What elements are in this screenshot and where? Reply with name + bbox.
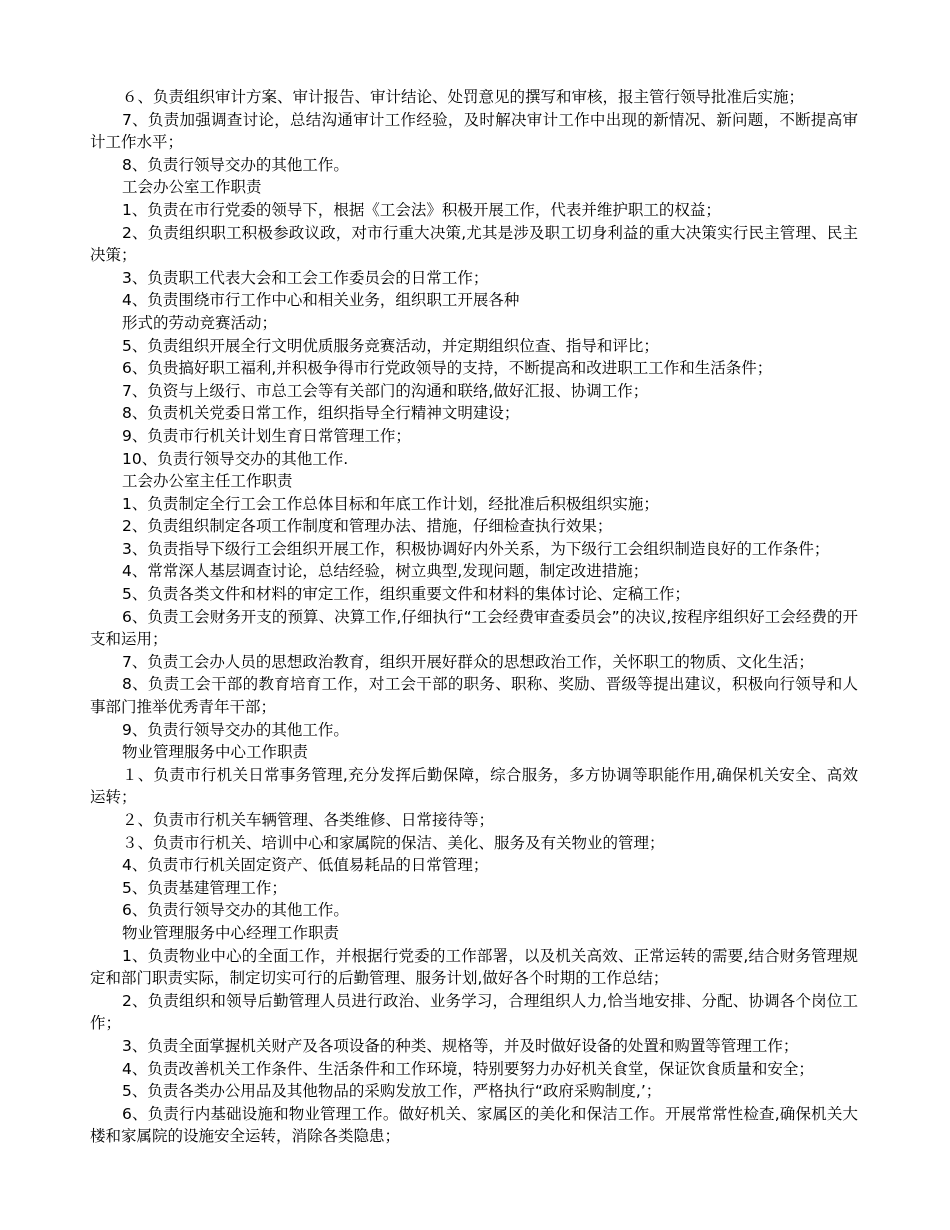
duty-item: ６、负责组织审计方案、审计报告、审计结论、处罚意见的撰写和审核，报主管行领导批准后实施； (122, 88, 805, 106)
duty-item: 4、负责围绕市行工作中心和相关业务，组织职工开展各种 (122, 291, 520, 310)
duty-item: 3、负责指导下级行工会组织开展工作，积极协调好内外关系，为下级行工会组织制造良好的工作条件； (122, 539, 830, 558)
duty-item: 6、负责工会财务开支的预算、决算工作,仔细执行“工会经费审查委员会”的决议,按程序组织好工会经费的开支和运用； (90, 607, 858, 649)
duty-item-continuation: 形式的劳动竞赛活动； (122, 313, 278, 332)
section-heading: 物业管理服务中心工作职责 (122, 743, 309, 762)
duty-item: 5、负责各类办公用品及其他物品的采购发放工作，严格执行“政府采购制度,’； (122, 1082, 662, 1101)
duty-item: 7、负资与上级行、市总工会等有关部门的沟通和联络,做好汇报、协调工作； (122, 381, 649, 400)
duty-item: 9、负责行领导交办的其他工作。 (122, 720, 349, 739)
document-page (0, 86, 950, 1148)
duty-item: 2、负责组织制定各项工作制度和管理办法、措施，仔细检查执行效果； (122, 517, 613, 536)
duty-item: 4、负责改善机关工作条件、生活条件和工作环境，特别要努力办好机关食堂，保证饮食质量和安全； (122, 1059, 814, 1078)
duty-item: 4、负责市行机关固定资产、低值易耗品的日常管理； (122, 856, 489, 875)
duty-item: 5、负责基建管理工作； (122, 878, 287, 897)
duty-item: 1、负责在市行党委的领导下，根据《工会法》积极开展工作，代表并维护职工的权益； (122, 200, 721, 219)
duty-item: 8、负责工会干部的教育培育工作，对工会干部的职务、职称、奖励、晋级等提出建议，积极向行领导和人事部门推举优秀青年干部； (90, 675, 858, 717)
section-heading: 工会办公室工作职责 (122, 178, 262, 197)
section-heading: 物业管理服务中心经理工作职责 (122, 923, 340, 942)
duty-item: 1、负责制定全行工会工作总体目标和年底工作计划，经批准后积极组织实施； (122, 494, 659, 513)
duty-item: 8、负责行领导交办的其他工作。 (122, 155, 349, 174)
duty-item: 3、负责全面掌握机关财产及各项设备的种类、规格等，并及时做好设备的处置和购置等管理工作； (122, 1036, 799, 1055)
duty-item: 2、负责组织职工积极参政议政，对市行重大决策,尤其是涉及职工切身利益的重大决策实行民主管理、民主决策； (90, 223, 858, 265)
duty-item: ２、负责市行机关车辆管理、各类维修、日常接待等； (122, 811, 495, 829)
duty-item: 6、负贵搞好职工福利,并积极争得市行党政领导的支持，不断提高和改进职工工作和生活条件； (122, 359, 773, 378)
section-heading: 工会办公室主任工作职责 (122, 472, 293, 491)
duty-item: 6、负责行领导交办的其他工作。 (122, 901, 349, 920)
duty-item: 2、负责组织和领导后勤管理人员进行政治、业务学习，合理组织人力,恰当地安排、分配、协调各个岗位工作； (90, 991, 858, 1033)
duty-item: 8、负责机关党委日常工作，组织指导全行精神文明建设； (122, 404, 520, 423)
duty-item: 7、负责加强调查讨论，总结沟通审计工作经验，及时解决审计工作中出现的新情况、新问题，不断提高审计工作水平； (90, 110, 858, 152)
duty-item: 10、负责行领导交办的其他工作. (122, 449, 349, 468)
duty-item: 6、负责行内基础设施和物业管理工作。做好机关、家属区的美化和保洁工作。开展常常性检查,确保机关大楼和家属院的设施安全运转，消除各类隐患； (90, 1104, 858, 1146)
duty-item: 5、负责各类文件和材料的审定工作，组织重要文件和材料的集体讨论、定稿工作； (122, 585, 690, 604)
duty-item: 4、常常深人基层调查讨论，总结经验，树立典型,发现问题，制定改进措施； (122, 562, 649, 581)
duty-item: 9、负责市行机关计划生育日常管理工作； (122, 426, 411, 445)
duty-item: 7、负责工会办人员的思想政治教育，组织开展好群众的思想政治工作，关怀职工的物质、文化生活； (122, 652, 814, 671)
duty-item: 1、负责物业中心的全面工作，并根据行党委的工作部署，以及机关高效、正常运转的需要,结合财务管理规定和部门职责实际，制定切实可行的后勤管理、服务计划,做好各个时期的工作总结； (90, 946, 858, 988)
duty-item: 5、负责组织开展全行文明优质服务竞赛活动，并定期组织位查、指导和评比； (122, 336, 659, 355)
duty-item: １、负责市行机关日常事务管理,充分发挥后勤保障，综合服务，多方协调等职能作用,确保机关安全、高效运转； (90, 765, 858, 807)
duty-item: 3、负责职工代表大会和工会工作委员会的日常工作； (122, 268, 489, 287)
duty-item: ３、负责市行机关、培训中心和家属院的保洁、美化、服务及有关物业的管理； (122, 833, 665, 852)
